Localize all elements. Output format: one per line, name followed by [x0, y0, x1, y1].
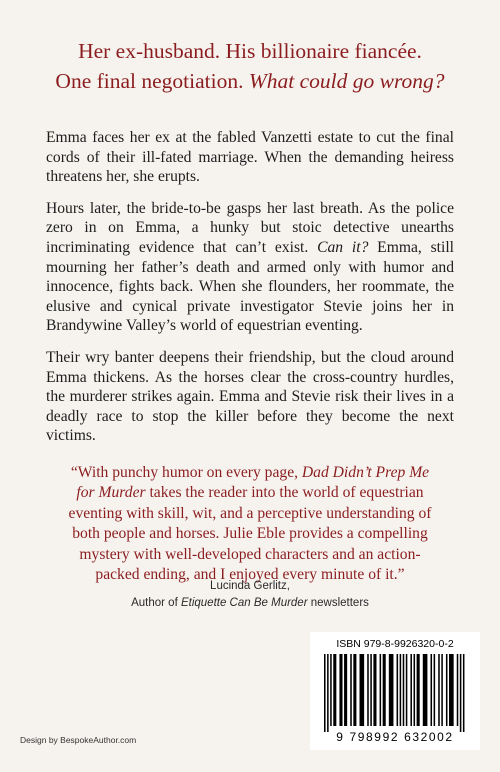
reviewer-role-a: Author of [131, 597, 181, 609]
barcode-bar [344, 654, 347, 726]
barcode-bar [449, 654, 454, 726]
barcode-image [320, 654, 470, 732]
tagline-line-2-italic: What could go wrong? [248, 69, 445, 93]
barcode-bar [414, 654, 416, 726]
blurb-paragraph-2 [46, 199, 454, 336]
review-attribution [0, 578, 500, 612]
barcode-bar [360, 654, 365, 726]
barcode-bar [400, 654, 402, 726]
tagline [0, 36, 500, 96]
barcode-bar [431, 654, 433, 726]
barcode-bar [423, 654, 428, 726]
barcode-bar [339, 654, 342, 726]
barcode-bar [406, 654, 408, 726]
barcode-bar [434, 654, 436, 726]
blurb-paragraph-1: Emma faces her ex at the fabled Vanzetti estate to cut the final cords of their ill-fated marriage. When the demanding heiress threatens her, she erupts. [46, 129, 454, 186]
barcode-bar [397, 654, 399, 726]
blurb-paragraph-2-b: Emma, still mourning her father’s death and armed only with humor and innocence, fights back. When she flounders, her roommate, the elusive and cynical private investigator Stevie joins her in Brandywine Valley’s world of equestrian eventing. [46, 238, 454, 335]
reviewer-name: Lucinda Gerlitz, [210, 580, 290, 592]
barcode-bar [446, 654, 448, 726]
barcode-bar [380, 654, 382, 726]
barcode-bar [324, 654, 326, 732]
barcode-bar [350, 654, 352, 726]
barcode-bar [370, 654, 372, 726]
barcode-bar [327, 654, 329, 732]
barcode-bar [373, 654, 376, 726]
isbn-label: ISBN 979-8-9926320-0-2 [336, 638, 454, 650]
barcode-digits: 9 798992 632002 [336, 730, 454, 744]
blurb-paragraph-2-a: Hours later, the bride-to-be gasps her last breath. As the police zero in on Emma, a hunky but stoic detective unearths incriminating evidence that can’t exist. [46, 199, 454, 256]
review-quote-book-title: Dad Didn’t Prep Me for Murder [76, 464, 430, 502]
review-quote-b: takes the reader into the world of equestrian eventing with skill, wit, and a perceptive understanding of both people and horses. Julie Eble provides a compelling mystery with well-developed characters and an action-packed ending, and I enjoyed every minute of it.” [68, 484, 432, 584]
barcode-bar [417, 654, 420, 726]
isbn-barcode-box [310, 632, 480, 750]
barcode-bar [333, 654, 336, 726]
tagline-line-2-plain: One final negotiation. [55, 69, 249, 93]
reviewer-role-b: newsletters [307, 597, 369, 609]
tagline-line-2 [0, 66, 500, 96]
tagline-line-1: Her ex-husband. His billionaire fiancée. [78, 39, 422, 63]
barcode-bar [353, 654, 356, 726]
barcode-bar [438, 654, 440, 726]
barcode-bar [383, 654, 386, 726]
barcode-bar [330, 654, 332, 726]
blurb-paragraph-3: Their wry banter deepens their friendship, but the cloud around Emma thickens. As the horses clear the cross-country hurdles, the murderer strikes again. Emma and Stevie risk their lives in a deadly race to stop the killer before they become the next victims. [46, 348, 454, 445]
reviewer-role [0, 595, 500, 612]
barcode-bar [460, 654, 462, 732]
blurb-paragraph-2-italic: Can it? [317, 238, 369, 256]
barcode-bar [410, 654, 412, 726]
design-credit: Design by BespokeAuthor.com [20, 735, 137, 745]
review-quote [64, 463, 436, 585]
barcode-bar [463, 654, 465, 732]
reviewer-role-italic: Etiquette Can Be Murder [180, 597, 308, 609]
blurb [46, 128, 454, 458]
barcode-bar [403, 654, 405, 726]
barcode-bar [389, 654, 394, 726]
barcode-bar [457, 654, 459, 726]
barcode-bar [367, 654, 369, 726]
barcode-bar [441, 654, 443, 726]
review-quote-a: “With punchy humor on every page, [70, 464, 302, 481]
